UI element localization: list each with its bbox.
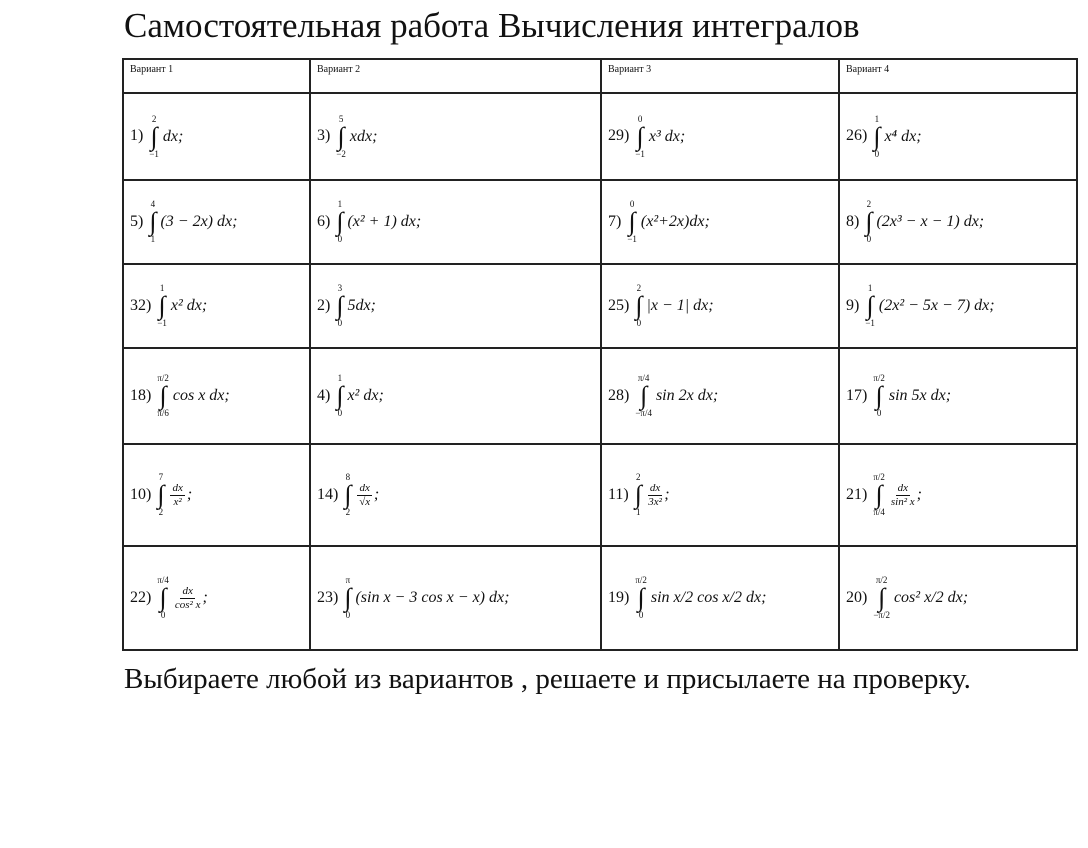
integrand-fraction xyxy=(891,482,915,509)
task-cell xyxy=(310,264,601,348)
lower-limit: 2 xyxy=(345,507,351,517)
fraction-denominator: √x xyxy=(359,495,371,508)
task-number: 23) xyxy=(317,588,339,606)
fraction-numerator: dx xyxy=(649,481,661,494)
lower-limit: 0 xyxy=(337,234,343,244)
upper-limit: 1 xyxy=(337,373,343,383)
upper-limit: 2 xyxy=(636,283,642,293)
fraction-numerator: dx xyxy=(897,481,908,494)
integral-sign: 8 ∫ 2 xyxy=(344,472,352,517)
task-cell xyxy=(123,180,310,264)
integral-sign: π/2 ∫ 0 xyxy=(873,373,885,418)
task-cell xyxy=(839,264,1077,348)
integrand-fraction xyxy=(357,482,371,509)
task-number: 32) xyxy=(130,296,152,314)
fraction-numerator: dx xyxy=(182,584,193,597)
task-number: 11) xyxy=(608,485,629,503)
fraction-denominator: sin² x xyxy=(890,495,915,508)
upper-limit: 2 xyxy=(151,113,157,124)
table-row xyxy=(123,546,1077,650)
task-number: 3) xyxy=(317,127,331,145)
fraction-denominator: cos² x xyxy=(174,598,201,611)
fraction-denominator: 3x² xyxy=(648,495,662,508)
integrand: x² dx; xyxy=(347,387,384,404)
task-cell xyxy=(839,348,1077,444)
upper-limit: 2 xyxy=(636,472,641,482)
lower-limit: 0 xyxy=(160,610,166,620)
integral-sign: 2 ∫ −1 xyxy=(149,113,159,159)
integral-sign: π/2 ∫ π/4 xyxy=(873,472,885,517)
lower-limit: −π/4 xyxy=(635,408,652,418)
integral-sign: 1 ∫ 0 xyxy=(336,199,344,244)
integral-sign: π/2 ∫ π/6 xyxy=(157,373,169,418)
task-number: 1) xyxy=(130,127,144,145)
variant-header: Вариант 2 xyxy=(310,59,601,93)
integrand-tail: ; xyxy=(202,589,208,606)
task-cell xyxy=(601,348,839,444)
lower-limit: −2 xyxy=(336,148,346,159)
task-cell xyxy=(601,93,839,180)
upper-limit: 1 xyxy=(337,199,343,209)
task-cell xyxy=(310,93,601,180)
integral-sign: 1 ∫ −1 xyxy=(865,283,875,328)
integrand: dx; xyxy=(162,127,184,145)
integral-sign: 5 ∫ −2 xyxy=(336,113,346,159)
task-number: 10) xyxy=(130,485,152,503)
task-cell xyxy=(601,546,839,650)
integral-sign: 7 ∫ 2 xyxy=(157,472,165,517)
lower-limit: −1 xyxy=(627,234,637,244)
task-number: 19) xyxy=(608,588,630,606)
integral-sign: 4 ∫ 1 xyxy=(149,199,157,244)
task-number: 7) xyxy=(608,212,622,230)
upper-limit: π/2 xyxy=(635,575,647,585)
task-cell xyxy=(123,444,310,546)
task-cell xyxy=(839,180,1077,264)
task-number: 22) xyxy=(130,588,152,606)
upper-limit: π/4 xyxy=(157,575,169,585)
integrand: (x²+2x)dx; xyxy=(640,213,710,230)
variants-table xyxy=(122,58,1078,651)
fraction-numerator: dx xyxy=(359,481,370,494)
task-cell xyxy=(601,180,839,264)
integral-sign: π/2 ∫ −π/2 xyxy=(873,575,890,620)
lower-limit: 0 xyxy=(345,610,351,620)
integral-sign: 0 ∫ −1 xyxy=(627,199,637,244)
task-number: 5) xyxy=(130,212,144,230)
integrand: x² dx; xyxy=(170,297,208,314)
task-cell xyxy=(123,264,310,348)
task-number: 28) xyxy=(608,386,630,404)
lower-limit: 1 xyxy=(150,234,156,244)
table-row xyxy=(123,348,1077,444)
task-cell xyxy=(310,546,601,650)
integrand: sin x/2 cos x/2 dx; xyxy=(650,589,767,606)
integral-sign: π/4 ∫ −π/4 xyxy=(635,373,652,418)
upper-limit: 0 xyxy=(629,199,635,209)
integrand: 5dx; xyxy=(347,297,376,314)
integrand-tail: ; xyxy=(916,486,922,503)
upper-limit: π/2 xyxy=(873,373,885,383)
task-number: 8) xyxy=(846,212,860,230)
task-cell xyxy=(839,93,1077,180)
integrand-tail: ; xyxy=(664,486,670,503)
lower-limit: π/6 xyxy=(157,408,169,418)
table-header-row xyxy=(123,59,1077,93)
integrand: |x − 1| dx; xyxy=(646,297,714,314)
integrand: x³ dx; xyxy=(648,127,686,145)
task-cell xyxy=(601,264,839,348)
task-number: 29) xyxy=(608,127,630,145)
task-cell xyxy=(310,444,601,546)
table-row xyxy=(123,444,1077,546)
upper-limit: π xyxy=(345,575,351,585)
fraction-numerator: dx xyxy=(172,481,183,494)
task-number: 21) xyxy=(846,485,868,503)
instructions-text: Выбираете любой из вариантов , решаете и присылаете на проверку. xyxy=(124,663,971,695)
table-row xyxy=(123,264,1077,348)
integral-sign: π ∫ 0 xyxy=(344,575,352,620)
upper-limit: 8 xyxy=(345,472,351,482)
integral-sign: π/4 ∫ 0 xyxy=(157,575,169,620)
integrand: sin 2x dx; xyxy=(655,387,719,404)
lower-limit: 0 xyxy=(337,408,343,418)
task-cell xyxy=(839,546,1077,650)
upper-limit: π/2 xyxy=(873,472,885,482)
variant-header: Вариант 1 xyxy=(123,59,310,93)
upper-limit: 4 xyxy=(150,199,156,209)
task-number: 2) xyxy=(317,296,331,314)
integrand: x⁴ dx; xyxy=(884,127,922,145)
upper-limit: 2 xyxy=(866,199,872,209)
lower-limit: 0 xyxy=(876,408,882,418)
integral-sign: 1 ∫ 0 xyxy=(873,113,881,159)
task-cell xyxy=(123,546,310,650)
task-cell xyxy=(839,444,1077,546)
task-number: 9) xyxy=(846,296,860,314)
task-number: 14) xyxy=(317,485,339,503)
upper-limit: π/2 xyxy=(875,575,888,585)
variant-header: Вариант 4 xyxy=(839,59,1077,93)
task-number: 26) xyxy=(846,127,868,145)
integrand-fraction xyxy=(175,585,201,612)
lower-limit: −1 xyxy=(149,148,159,159)
task-cell xyxy=(601,444,839,546)
integral-sign: 3 ∫ 0 xyxy=(336,283,344,328)
upper-limit: 1 xyxy=(874,113,880,124)
lower-limit: −π/2 xyxy=(873,610,890,620)
table-row xyxy=(123,93,1077,180)
lower-limit: 0 xyxy=(636,318,642,328)
upper-limit: π/2 xyxy=(157,373,169,383)
lower-limit: 0 xyxy=(874,148,880,159)
task-number: 18) xyxy=(130,386,152,404)
integrand: (3 − 2x) dx; xyxy=(160,213,238,230)
lower-limit: −1 xyxy=(635,148,645,159)
variant-header: Вариант 3 xyxy=(601,59,839,93)
lower-limit: 0 xyxy=(866,234,872,244)
upper-limit: 7 xyxy=(158,472,164,482)
lower-limit: −1 xyxy=(157,318,167,328)
lower-limit: 0 xyxy=(638,610,644,620)
upper-limit: 1 xyxy=(159,283,165,293)
integral-sign: 1 ∫ 0 xyxy=(336,373,344,418)
upper-limit: 0 xyxy=(637,113,643,124)
integral-sign: 0 ∫ −1 xyxy=(635,113,645,159)
integral-sign: 2 ∫ 0 xyxy=(635,283,643,328)
integrand: sin 5x dx; xyxy=(888,387,952,404)
integrand: (2x² − 5x − 7) dx; xyxy=(878,297,995,314)
upper-limit: 5 xyxy=(338,113,344,124)
task-cell xyxy=(123,93,310,180)
lower-limit: π/4 xyxy=(873,507,885,517)
task-cell xyxy=(310,180,601,264)
integrand-tail: ; xyxy=(186,486,193,503)
task-cell xyxy=(123,348,310,444)
integrand: cos x dx; xyxy=(172,387,230,404)
integral-sign: 1 ∫ −1 xyxy=(157,283,167,328)
page-title: Самостоятельная работа Вычисления интегралов xyxy=(124,6,860,45)
task-number: 6) xyxy=(317,212,331,230)
integrand-tail: ; xyxy=(373,486,380,503)
integrand-fraction xyxy=(170,482,184,509)
integrand: (2x³ − x − 1) dx; xyxy=(876,213,985,230)
task-number: 20) xyxy=(846,588,868,606)
task-cell xyxy=(310,348,601,444)
lower-limit: 1 xyxy=(636,507,641,517)
integral-sign: 2 ∫ 1 xyxy=(634,472,642,517)
integral-sign: 2 ∫ 0 xyxy=(865,199,873,244)
upper-limit: 1 xyxy=(867,283,873,293)
lower-limit: 2 xyxy=(158,507,164,517)
task-number: 17) xyxy=(846,386,868,404)
upper-limit: 3 xyxy=(337,283,343,293)
integrand: cos² x/2 dx; xyxy=(893,589,969,606)
task-number: 25) xyxy=(608,296,630,314)
integrand: xdx; xyxy=(349,127,378,145)
lower-limit: 0 xyxy=(337,318,343,328)
table-row xyxy=(123,180,1077,264)
fraction-denominator: x² xyxy=(173,495,182,508)
integral-sign: π/2 ∫ 0 xyxy=(635,575,647,620)
task-number: 4) xyxy=(317,386,331,404)
integrand: (x² + 1) dx; xyxy=(347,213,422,230)
upper-limit: π/4 xyxy=(637,373,650,383)
integrand: (sin x − 3 cos x − x) dx; xyxy=(355,589,510,606)
integrand-fraction xyxy=(648,482,662,509)
lower-limit: −1 xyxy=(865,318,875,328)
